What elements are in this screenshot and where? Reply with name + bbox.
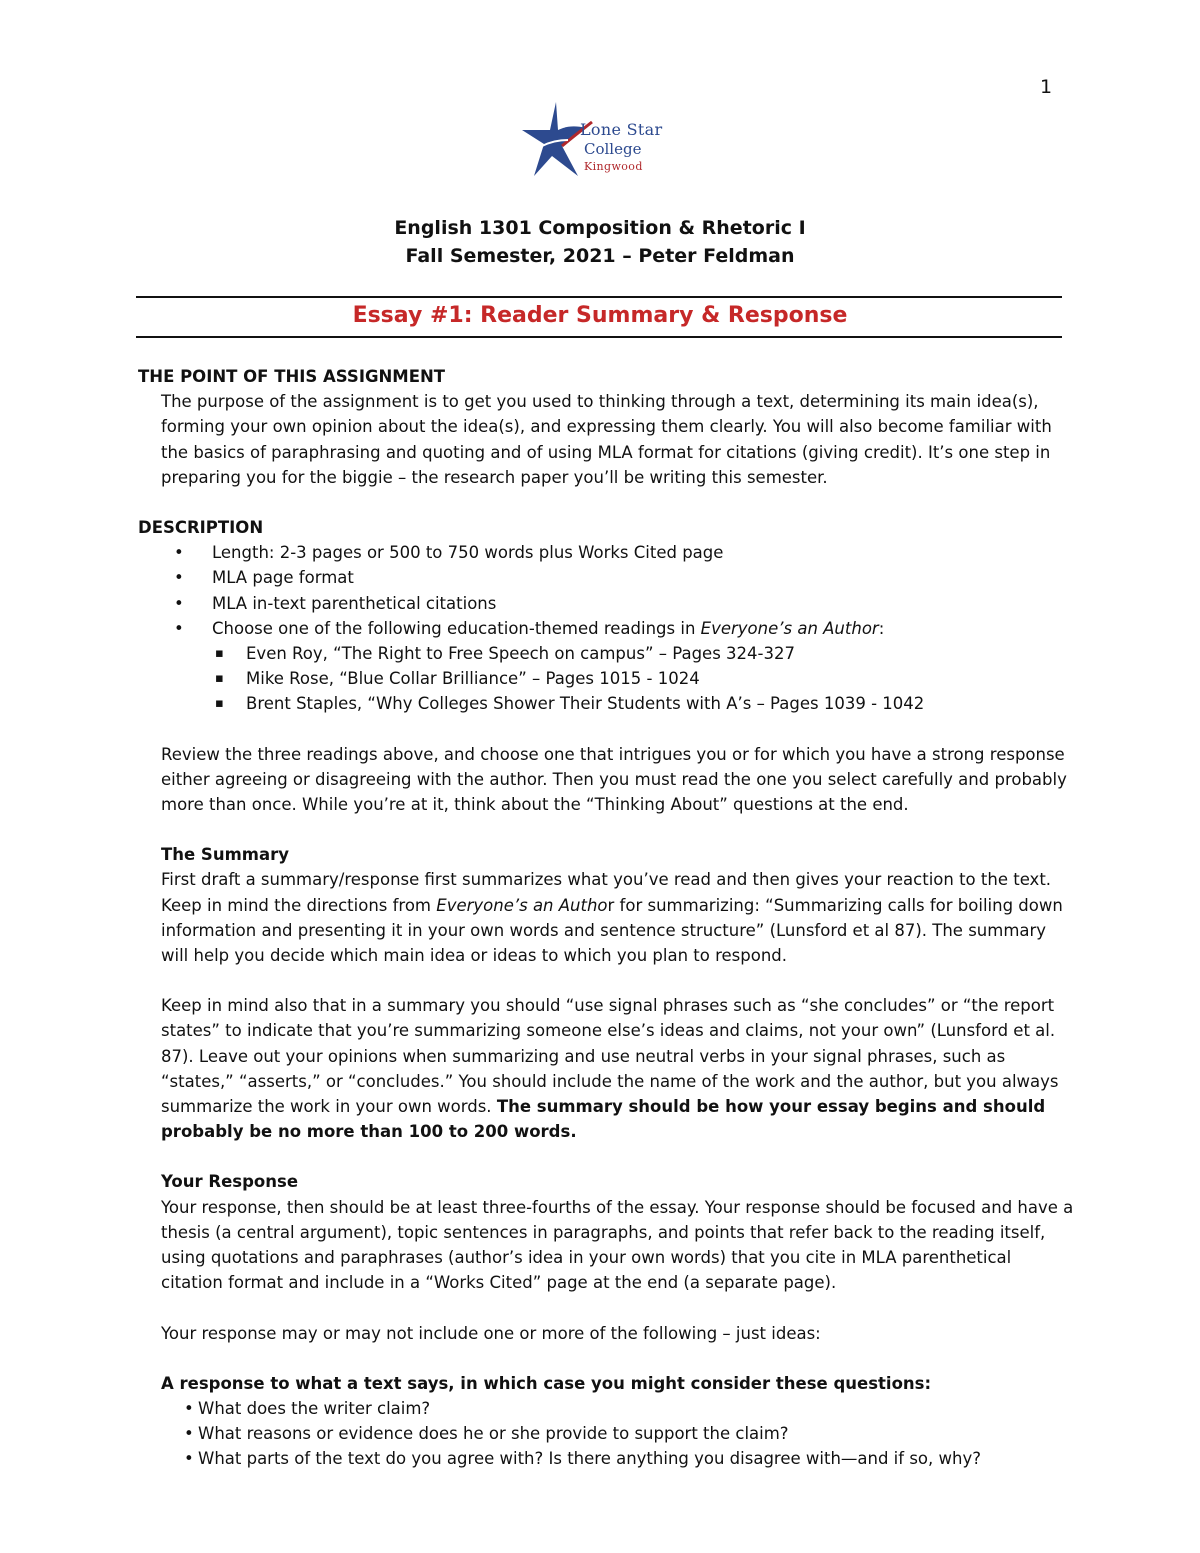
point-heading: THE POINT OF THIS ASSIGNMENT (138, 367, 446, 386)
logo-line-2: College (584, 140, 642, 158)
course-semester: Fall Semester, 2021 – Peter Feldman (405, 245, 795, 267)
summary-emphasis: The summary should be how your essay begins and should probably be no more than 100 to 200 words. (161, 1097, 1046, 1142)
list-item: • Choose one of the following education-themed readings in Everyone’s an Author: ▪ Even Roy, “The Right to Free Speech on campus” – Pages 324-327 ▪ Mike Rose, “Blue Collar Brilliance” – Pages 1015 - 1024 ▪ Brent Staples, “Why Colleges Shower Their Students with A’s – Pages 1039 - 1042 (212, 616, 1078, 717)
reading-item: ▪ Mike Rose, “Blue Collar Brilliance” – Pages 1015 - 1024 (246, 666, 1078, 691)
description-heading: DESCRIPTION (138, 518, 264, 538)
questions-list (138, 1396, 1078, 1472)
book-title: Everyone’s an Autho (436, 895, 608, 915)
page-number: 1 (1040, 76, 1053, 98)
list-item: • MLA in-text parenthetical citations (212, 591, 1078, 616)
question-item: • What parts of the text do you agree with? Is there anything you disagree with—and if so, why? (198, 1446, 1078, 1471)
logo-line-3: Kingwood (584, 160, 643, 173)
reading-item: ▪ Even Roy, “The Right to Free Speech on campus” – Pages 324-327 (246, 641, 1078, 666)
response-paragraph-2: Your response may or may not include one or more of the following – just ideas: (161, 1323, 821, 1343)
essay-title: Essay #1: Reader Summary & Response (352, 303, 848, 328)
reading-item: ▪ Brent Staples, “Why Colleges Shower Their Students with A’s – Pages 1039 - 1042 (246, 691, 1078, 716)
course-header (0, 214, 1200, 270)
response-paragraph-1: Your response, then should be at least three-fourths of the essay. Your response should be focused and have a thesis (a central argument), topic sentences in paragraphs, and points that refer back to the reading itself, using quotations and paraphrases (author’s idea in your own words) that you cite in MLA parenthetical citation format and include in a “Works Cited” page at the end (a separate page). (161, 1197, 1074, 1293)
review-text: Review the three readings above, and choose one that intrigues you or for which you have a strong response either agreeing or disagreeing with the author. Then you must read the one you select carefully and probably more than once. While you’re at it, think about the “Thinking About” questions at the end. (161, 744, 1067, 815)
logo-line-1: Lone Star (580, 120, 663, 139)
choose-text: Choose one of the following education-themed readings in (212, 618, 701, 638)
readings-list (212, 641, 1078, 717)
list-item: • MLA page format (212, 565, 1078, 590)
book-title: Everyone’s an Author (700, 618, 879, 638)
top-rule (136, 296, 1062, 298)
bottom-rule (136, 336, 1062, 338)
question-item: • What reasons or evidence does he or she provide to support the claim? (198, 1421, 1078, 1446)
response-subheading: A response to what a text says, in which case you might consider these questions: (161, 1373, 932, 1393)
question-item: • What does the writer claim? (198, 1396, 1078, 1421)
summary-paragraph-1: First draft a summary/response first summarizes what you’ve read and then gives your reaction to the text. Keep in mind the directions from Everyone’s an Author for summarizing: “Summarizing calls for boiling down information and presenting it in your own words and sentence structure” (Lunsford et al 87). The summary will help you decide which main idea or ideas to which you plan to respond. (161, 870, 1063, 966)
list-item: • Length: 2-3 pages or 500 to 750 words plus Works Cited page (212, 540, 1078, 565)
summary-paragraph-2: Keep in mind also that in a summary you should “use signal phrases such as “she concludes” or “the report states” to indicate that you’re summarizing someone else’s ideas and claims, not your own” (Lunsford et al. 87). Leave out your opinions when summarizing and use neutral verbs in your signal phrases, such as “states,” “asserts,” or “concludes.” You should include the name of the work and the author, but you always summarize the work in your own words. The summary should be how your essay begins and should probably be no more than 100 to 200 words. (161, 996, 1059, 1142)
point-text: The purpose of the assignment is to get you used to thinking through a text, determining its main idea(s), forming your own opinion about the idea(s), and expressing them clearly. You will also become familiar with the basics of paraphrasing and quoting and of using MLA format for citations (giving credit). It’s one step in preparing you for the biggie – the research paper you’ll be writing this semester. (161, 392, 1052, 487)
response-heading: Your Response (161, 1172, 299, 1192)
course-title: English 1301 Composition & Rhetoric I (394, 217, 806, 239)
assignment-body (138, 364, 1078, 1472)
description-list (138, 540, 1078, 716)
college-logo (518, 100, 678, 186)
summary-heading: The Summary (161, 845, 289, 865)
